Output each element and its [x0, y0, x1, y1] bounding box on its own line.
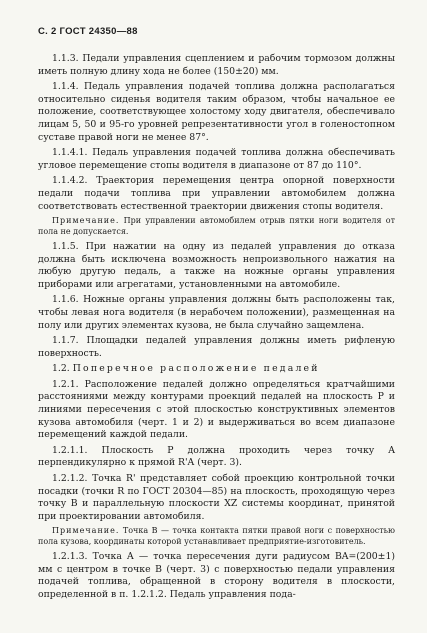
- note-point-b: [38, 526, 395, 547]
- paragraph-1-2-1: 1.2.1. Расположение педалей должно определяться кратчайшими расстояниями между контурами проекций педалей на плоскость P и линиями пересечения с этой плоскостью конструктивных элементов кузова автомобиля (черт. 1 и 2) и выдерживаться во всем диапазоне перемещений каждой педали.: [38, 378, 395, 441]
- paragraph-1-1-7: 1.1.7. Площадки педалей управления должны иметь рифленую поверхность.: [38, 335, 395, 359]
- paragraph-1-2-1-2: 1.2.1.2. Точка R' представляет собой проекцию контрольной точки посадки (точки R по ГОСТ 20304—85) на плоскость, проходящую через точку B и параллельную плоскости XZ системы координат, принятой при проектировании автомобиля.: [38, 473, 395, 522]
- paragraph-1-2-1-3: 1.2.1.3. Точка A — точка пересечения дуги радиусом BA=(200±1) мм с центром в точке B (черт. 3) с поверхностью педали управления подачей топлива, обращенной в сторону водителя в плоскости, определенной в п. 1.2.1.2. Педаль управления пода-: [38, 551, 395, 600]
- paragraph-1-1-4: 1.1.4. Педаль управления подачей топлива должна располагаться относительно сиденья водителя таким образом, чтобы начальное ее положение, соответствующее холостому ходу двигателя, обеспечивало лицам 5, 50 и 95-го уровней репрезентативности угол в голеностопном суставе правой ноги не менее 87°.: [38, 81, 395, 143]
- note-text: При управлении автомобилем отрыв пятки ноги водителя от пола не допускается.: [38, 216, 395, 236]
- paragraph-1-2-1-1: 1.2.1.1. Плоскость P должна проходить через точку A перпендикулярно к прямой R'A (черт. 3).: [38, 444, 395, 469]
- section-title: Поперечное расположение педалей: [72, 363, 320, 375]
- paragraph-1-1-3: 1.1.3. Педали управления сцеплением и рабочим тормозом должны иметь полную длину хода не более (150±20) мм.: [38, 53, 395, 77]
- note-label: Примечание.: [52, 216, 120, 226]
- page-header: С. 2 ГОСТ 24350—88: [38, 26, 138, 37]
- paragraph-1-1-4-1: 1.1.4.1. Педаль управления подачей топлива должна обеспечивать угловое перемещение стопы водителя в диапазоне от 87 до 110°.: [38, 147, 395, 171]
- paragraph-1-1-5: 1.1.5. При нажатии на одну из педалей управления до отказа должна быть исключена возможность непроизвольного нажатия на любую другую педаль, а также на ножные органы управления приборами или агрегатами, установленными на автомобиле.: [38, 240, 395, 290]
- section-heading-1-2: [38, 363, 395, 376]
- note-text: Точка B — точка контакта пятки правой ноги с поверхностью пола кузова, координаты которой устанавливает предприятие-изготовитель.: [38, 526, 395, 546]
- note-heel: [38, 216, 395, 237]
- paragraph-1-1-4-2: 1.1.4.2. Траектория перемещения центра опорной поверхности педали подачи топлива при управлении автомобилем должна соответствовать естественной траектории движения стопы водителя.: [38, 175, 395, 212]
- note-label: Примечание.: [52, 526, 120, 536]
- section-number: 1.2.: [52, 363, 70, 375]
- paragraph-1-1-6: 1.1.6. Ножные органы управления должны быть расположены так, чтобы левая нога водителя (в нерабочем положении), размещенная на полу или других элементах кузова, не была случайно защемлена.: [38, 294, 395, 331]
